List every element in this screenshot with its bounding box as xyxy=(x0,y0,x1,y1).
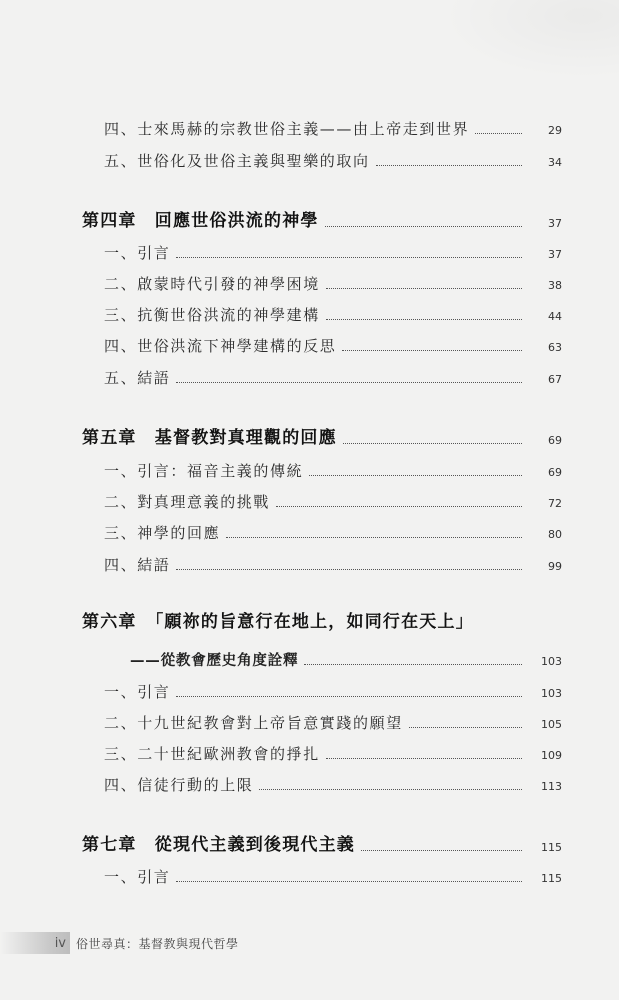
toc-page-number: 37 xyxy=(548,217,562,230)
leader-dots xyxy=(176,257,522,258)
toc-entry-label: 二、啟蒙時代引發的神學困境 xyxy=(104,275,320,293)
leader-dots xyxy=(376,165,522,166)
footer-page-band xyxy=(0,932,70,954)
toc-entry[interactable] xyxy=(0,486,619,510)
leader-dots xyxy=(304,664,522,665)
toc-entry-label: 四、世俗洪流下神學建構的反思 xyxy=(104,337,337,355)
toc-entry-label: 四、結語 xyxy=(104,556,171,574)
toc-entry-label: 一、引言 xyxy=(104,683,171,701)
leader-dots xyxy=(176,696,522,697)
leader-dots xyxy=(309,475,522,476)
toc-entry-label: 三、二十世紀歐洲教會的掙扎 xyxy=(104,745,320,763)
toc-entry[interactable] xyxy=(0,676,619,700)
page-footer xyxy=(0,932,619,954)
toc-entry[interactable] xyxy=(0,769,619,793)
leader-dots xyxy=(226,537,522,538)
toc-entry[interactable] xyxy=(0,517,619,541)
toc-chapter[interactable] xyxy=(0,830,619,854)
footer-book-title: 俗世尋真：基督教與現代哲學 xyxy=(76,936,239,951)
toc-entry[interactable] xyxy=(0,145,619,169)
toc-entry[interactable] xyxy=(0,330,619,354)
toc-chapter[interactable] xyxy=(0,206,619,230)
toc-entry[interactable] xyxy=(0,455,619,479)
toc-entry[interactable] xyxy=(0,549,619,573)
chapter-title[interactable]: 第六章 「願祢的旨意行在地上，如同行在天上」 xyxy=(82,612,474,632)
toc-entry[interactable] xyxy=(0,237,619,261)
leader-dots xyxy=(361,850,522,851)
toc-entry[interactable] xyxy=(0,362,619,386)
toc-page-number: 99 xyxy=(548,560,562,573)
leader-dots xyxy=(326,288,522,289)
toc-entry-label: 五、世俗化及世俗主義與聖樂的取向 xyxy=(104,152,370,170)
leader-dots xyxy=(276,506,522,507)
toc-entry-label: 五、結語 xyxy=(104,369,171,387)
toc-page-number: 103 xyxy=(541,655,562,668)
toc-entry[interactable] xyxy=(0,861,619,885)
toc-entry-label: 三、抗衡世俗洪流的神學建構 xyxy=(104,306,320,324)
toc-page-number: 113 xyxy=(541,780,562,793)
leader-dots xyxy=(176,881,522,882)
toc-entry-label: 二、十九世紀教會對上帝旨意實踐的願望 xyxy=(104,714,403,732)
leader-dots xyxy=(176,569,522,570)
chapter-title: 第七章 從現代主義到後現代主義 xyxy=(82,835,355,855)
toc-entry[interactable] xyxy=(0,299,619,323)
toc-page-number: 109 xyxy=(541,749,562,762)
leader-dots xyxy=(326,319,522,320)
toc-page-number: 69 xyxy=(548,434,562,447)
toc-entry[interactable] xyxy=(0,113,619,137)
toc-page-number: 29 xyxy=(548,124,562,137)
chapter-title: 第四章 回應世俗洪流的神學 xyxy=(82,211,319,231)
leader-dots xyxy=(326,758,522,759)
toc-page-number: 34 xyxy=(548,156,562,169)
toc-chapter[interactable] xyxy=(0,423,619,447)
leader-dots xyxy=(259,789,522,790)
toc-entry-label: 四、士來馬赫的宗教世俗主義——由上帝走到世界 xyxy=(104,120,470,138)
leader-dots xyxy=(176,382,522,383)
toc-entry-label: 四、信徒行動的上限 xyxy=(104,776,254,794)
toc-page-number: 69 xyxy=(548,466,562,479)
toc-page-number: 63 xyxy=(548,341,562,354)
leader-dots xyxy=(342,350,522,351)
leader-dots xyxy=(343,443,522,444)
toc-entry-label: 一、引言：福音主義的傳統 xyxy=(104,462,304,480)
chapter-title: 第五章 基督教對真理觀的回應 xyxy=(82,428,337,448)
toc-entry-label: 一、引言 xyxy=(104,868,171,886)
toc-entry[interactable] xyxy=(0,707,619,731)
toc-page-number: 67 xyxy=(548,373,562,386)
toc-page-number: 103 xyxy=(541,687,562,700)
toc-page-number: 38 xyxy=(548,279,562,292)
toc-entry[interactable] xyxy=(0,738,619,762)
toc-entry-label: 三、神學的回應 xyxy=(104,524,221,542)
toc-page-number: 115 xyxy=(541,841,562,854)
toc-entry[interactable] xyxy=(0,268,619,292)
leader-dots xyxy=(409,727,522,728)
toc-page-number: 72 xyxy=(548,497,562,510)
toc-entry-label: 一、引言 xyxy=(104,244,171,262)
chapter-subtitle: ——從教會歷史角度詮釋 xyxy=(130,652,299,669)
leader-dots xyxy=(325,226,522,227)
footer-page-number: iv xyxy=(54,935,66,951)
toc-chapter-subtitle[interactable] xyxy=(0,644,619,668)
leader-dots xyxy=(475,133,522,134)
toc-page-number: 37 xyxy=(548,248,562,261)
toc-page-number: 44 xyxy=(548,310,562,323)
toc-page-number: 115 xyxy=(541,872,562,885)
toc-entry-label: 二、對真理意義的挑戰 xyxy=(104,493,271,511)
toc-page-number: 105 xyxy=(541,718,562,731)
toc-page-number: 80 xyxy=(548,528,562,541)
